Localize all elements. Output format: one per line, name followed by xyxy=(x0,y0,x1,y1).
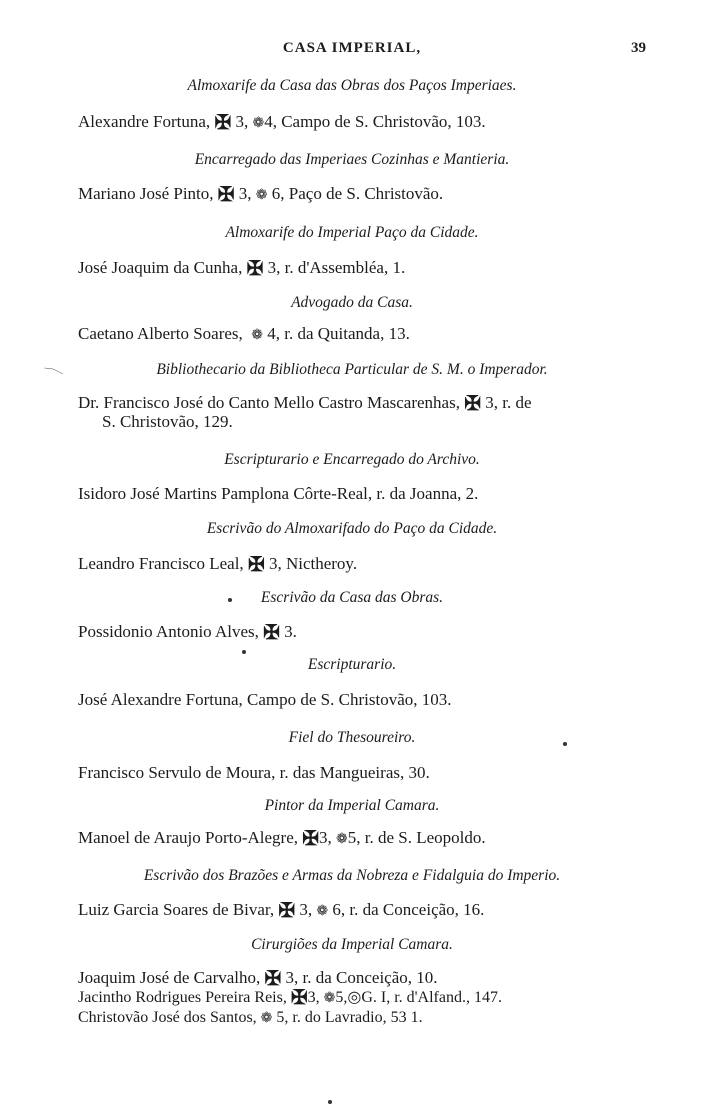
section-heading-pintor: Pintor da Imperial Camara. xyxy=(264,797,440,814)
rose-order-icon: ❁ xyxy=(252,116,265,131)
entry-luiz-garcia-soares-bivar: Luiz Garcia Soares de Bivar, ✠ 3, ❁ 6, r. da Conceição, 16. xyxy=(78,900,485,922)
entry-leandro-francisco-leal: Leandro Francisco Leal, ✠ 3, Nictheroy. xyxy=(78,554,358,576)
entry-alexandre-fortuna: Alexandre Fortuna, ✠ 3, ❁4, Campo de S. Christovão, 103. xyxy=(78,112,486,134)
section-heading-fiel-thesoureiro: Fiel do Thesoureiro. xyxy=(288,729,416,746)
entry-jacintho-rodrigues-pereira-reis: Jacintho Rodrigues Pereira Reis, ✠3, ❁5,◎G. I, r. d'Alfand., 147. xyxy=(78,987,502,1009)
print-speck xyxy=(563,742,567,746)
print-speck xyxy=(242,650,246,654)
cross-order-icon: ✠ xyxy=(464,393,481,415)
entry-caetano-alberto-soares: Caetano Alberto Soares, ❁ 4, r. da Quitanda, 13. xyxy=(78,324,410,343)
section-heading-cozinhas: Encarregado das Imperiaes Cozinhas e Mantieria. xyxy=(194,151,510,168)
cross-order-icon: ✠ xyxy=(263,622,280,644)
section-heading-escrivao-almoxarifado: Escrivão do Almoxarifado do Paço da Cidade. xyxy=(206,520,498,537)
entry-jose-alexandre-fortuna: José Alexandre Fortuna, Campo de S. Christovão, 103. xyxy=(78,690,452,709)
cross-order-icon: ✠ xyxy=(290,987,308,1009)
rose-order-icon: ❁ xyxy=(323,991,336,1006)
entry-joaquim-jose-carvalho: Joaquim José de Carvalho, ✠ 3, r. da Conceição, 10. xyxy=(78,968,438,990)
globe-order-icon: ◎ xyxy=(347,989,362,1006)
entry-christovao-jose-santos: Christovão José dos Santos, ❁ 5, r. do Lavradio, 53 1. xyxy=(78,1009,423,1026)
page-header xyxy=(0,40,704,66)
cross-order-icon: ✠ xyxy=(217,184,235,206)
cross-order-icon: ✠ xyxy=(278,900,296,922)
entry-mariano-jose-pinto: Mariano José Pinto, ✠ 3, ❁ 6, Paço de S. Christovão. xyxy=(78,184,444,206)
rose-order-icon: ❁ xyxy=(251,328,263,343)
section-heading-escrivao-obras: Escrivão da Casa das Obras. xyxy=(260,589,444,606)
section-heading-escripturario: Escripturario. xyxy=(307,656,397,673)
cross-order-icon: ✠ xyxy=(214,112,232,134)
cross-order-icon: ✠ xyxy=(264,968,282,990)
section-heading-escrivao-brazoes: Escrivão dos Brazões e Armas da Nobreza e Fidalguia do Imperio. xyxy=(143,867,561,884)
entry-francisco-servulo-moura: Francisco Servulo de Moura, r. das Mangueiras, 30. xyxy=(78,763,430,782)
page-number: 39 xyxy=(631,40,646,56)
section-heading-cirurgioes: Cirurgiões da Imperial Camara. xyxy=(251,936,453,953)
section-heading-escripturario-archivo: Escripturario e Encarregado do Archivo. xyxy=(224,451,480,468)
entry-francisco-jose-canto-continued: S. Christovão, 129. xyxy=(102,412,233,431)
running-title: CASA IMPERIAL, xyxy=(282,40,422,56)
entry-isidoro-jose-martins: Isidoro José Martins Pamplona Côrte-Real, r. da Joanna, 2. xyxy=(78,484,479,503)
cross-order-icon: ✠ xyxy=(302,828,320,850)
section-heading-almoxarife-obras: Almoxarife da Casa das Obras dos Paços Imperiaes. xyxy=(187,77,517,94)
rose-order-icon: ❁ xyxy=(255,188,268,203)
entry-manoel-araujo-porto-alegre: Manoel de Araujo Porto-Alegre, ✠3, ❁5, r. de S. Leopoldo. xyxy=(78,828,486,850)
rose-order-icon: ❁ xyxy=(336,832,348,847)
rose-order-icon: ❁ xyxy=(316,904,329,919)
entry-francisco-jose-canto: Dr. Francisco José do Canto Mello Castro Mascarenhas, ✠ 3, r. de xyxy=(78,393,532,415)
rose-order-icon: ❁ xyxy=(260,1011,273,1026)
section-heading-advogado: Advogado da Casa. xyxy=(291,294,413,311)
entry-name: Alexandre Fortuna, xyxy=(78,112,211,131)
section-heading-paco-cidade: Almoxarife do Imperial Paço da Cidade. xyxy=(225,224,479,241)
cross-order-icon: ✠ xyxy=(247,554,265,576)
section-heading-bibliothecario: Bibliothecario da Bibliotheca Particular de S. M. o Imperador. xyxy=(156,361,548,378)
entry-possidonio-antonio-alves: Possidonio Antonio Alves, ✠ 3. xyxy=(78,622,297,644)
cross-order-icon: ✠ xyxy=(246,258,264,280)
print-speck xyxy=(328,1100,332,1104)
entry-jose-joaquim-cunha: José Joaquim da Cunha, ✠ 3, r. d'Assembléa, 1. xyxy=(78,258,406,280)
